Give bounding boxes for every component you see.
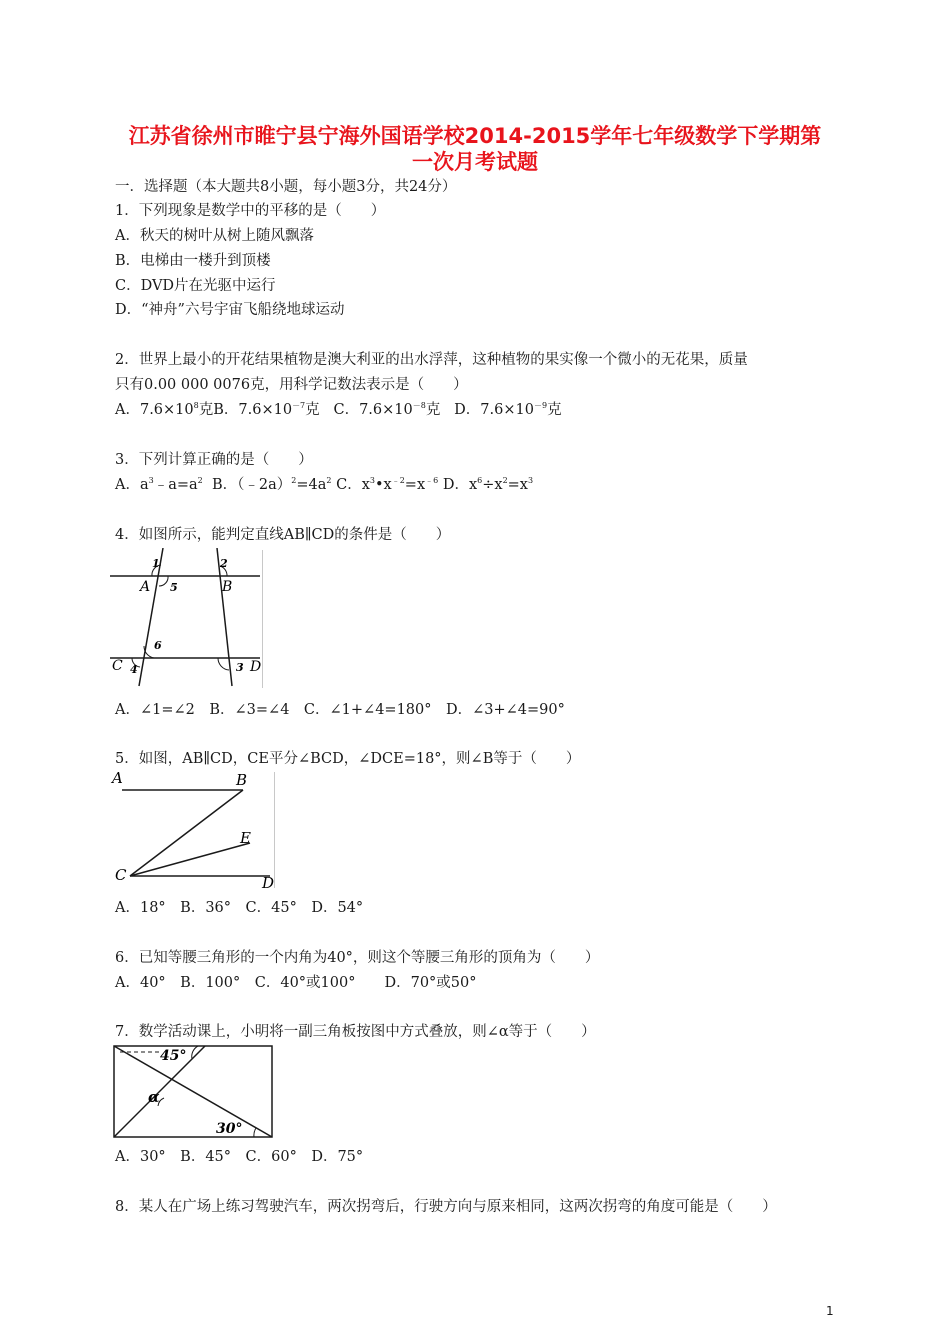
section-heading: 一．选择题（本大题共8小题，每小题3分，共24分） [115, 179, 457, 195]
q2-option-a: A．7.6×10 [115, 402, 194, 418]
q1-option-b: B．电梯由一楼升到顶楼 [115, 253, 271, 269]
q3-option-c-exp3: ﹣6 [425, 476, 439, 485]
label-point-a: A [140, 579, 151, 595]
q3-option-d-part2: ÷x [482, 477, 503, 493]
q2-option-d: D．7.6×10 [454, 402, 534, 418]
q1-stem: 1．下列现象是数学中的平移的是（ ） [115, 203, 386, 219]
q5-options: A．18° B．36° C．45° D．54° [115, 900, 364, 916]
label-point-b: B [222, 579, 233, 595]
q2-option-b: B．7.6×10 [213, 402, 293, 418]
label-angle-2: 2 [220, 557, 228, 570]
q3-option-d-exp1: 6 [477, 476, 483, 485]
page-number: 1 [826, 1304, 834, 1318]
q3-options [115, 475, 533, 495]
q3-option-d-part1: D．x [442, 477, 478, 493]
q2-option-a-exponent: 8 [193, 401, 199, 410]
q2-option-a-unit: 克 [198, 402, 214, 418]
q3-option-c-part3: =x [404, 477, 426, 493]
q3-option-b-exp1: 2 [291, 476, 297, 485]
q6-stem: 6．已知等腰三角形的一个内角为40°，则这个等腰三角形的顶角为（ ） [115, 950, 600, 966]
q5-figure-border [274, 772, 275, 888]
q2-stem-line1: 2．世界上最小的开花结果植物是澳大利亚的出水浮萍，这种植物的果实像一个微小的无花果，质量 [115, 352, 748, 368]
q3-option-c-exp2: ﹣2 [391, 476, 405, 485]
label-point-d: D [262, 874, 275, 890]
q4-figure [110, 548, 270, 690]
doc-title-line2: 一次月考试题 [412, 150, 538, 174]
q3-option-d-part3: =x [507, 477, 528, 493]
q7-figure [110, 1044, 276, 1140]
q5-figure [110, 768, 280, 890]
label-point-e: E [240, 829, 251, 847]
angle-3-arc [218, 658, 229, 670]
q2-option-c-exponent: －8 [412, 401, 426, 410]
q8-stem: 8．某人在广场上练习驾驶汽车，两次拐弯后，行驶方向与原来相同，这两次拐弯的角度可能是（ ） [115, 1199, 777, 1215]
q7-label-45: 45° [160, 1048, 187, 1064]
q3-option-a-exp1: 3 [148, 476, 154, 485]
q4-figure-border [262, 550, 263, 688]
label-point-b: B [236, 771, 248, 789]
q5-stem: 5．如图，AB∥CD，CE平分∠BCD，∠DCE=18°，则∠B等于（ ） [115, 751, 581, 767]
q7-label-30: 30° [216, 1121, 243, 1137]
q3-option-c-part1: C．x [336, 477, 370, 493]
q3-option-c-part2: •x [374, 477, 392, 493]
label-angle-5: 5 [170, 581, 178, 594]
label-angle-4: 4 [130, 663, 138, 676]
q6-options: A．40° B．100° C．40°或100° D．70°或50° [115, 975, 477, 991]
q2-option-c-unit: 克 [425, 402, 441, 418]
q1-option-c: C．DVD片在光驱中运行 [115, 278, 276, 294]
q7-angle-30-arc [254, 1128, 256, 1137]
q3-stem: 3．下列计算正确的是（ ） [115, 452, 313, 468]
q2-option-b-exponent: －7 [292, 401, 306, 410]
q4-stem: 4．如图所示，能判定直线AB∥CD的条件是（ ） [115, 527, 451, 543]
label-point-c: C [115, 866, 127, 884]
q4-options: A．∠1=∠2 B．∠3=∠4 C．∠1+∠4=180° D．∠3+∠4=90° [115, 702, 565, 718]
q7-diagonal-30 [114, 1046, 272, 1137]
line-ce [130, 843, 250, 876]
q3-option-c-exp1: 3 [369, 476, 375, 485]
label-point-c: C [112, 658, 123, 674]
q3-option-d-exp3: 3 [527, 476, 534, 485]
q2-options [115, 400, 562, 420]
q7-stem: 7．数学活动课上，小明将一副三角板按图中方式叠放，则∠α等于（ ） [115, 1024, 596, 1040]
angle-5-arc [159, 576, 168, 586]
q2-option-b-unit: 克 [305, 402, 320, 418]
doc-title-line1: 江苏省徐州市睢宁县宁海外国语学校2014-2015学年七年级数学下学期第 [128, 124, 822, 148]
q2-option-d-unit: 克 [547, 402, 562, 418]
q3-option-a-part1: A．a [115, 477, 149, 493]
q1-option-a: A．秋天的树叶从树上随风飘落 [115, 228, 314, 244]
line-cb [130, 790, 243, 876]
label-point-d: D [250, 659, 262, 675]
q3-option-a-part2: ﹣a=a [153, 477, 198, 493]
q3-option-d-exp2: 2 [502, 476, 508, 485]
q3-option-b-part2: =4a [296, 477, 327, 493]
label-angle-6: 6 [154, 639, 162, 652]
q2-option-d-exponent: －9 [533, 401, 548, 410]
q3-option-b-part1: B．（﹣2a） [211, 477, 292, 493]
q7-options: A．30° B．45° C．60° D．75° [115, 1149, 364, 1165]
q2-option-c: C．7.6×10 [333, 402, 413, 418]
label-angle-3: 3 [236, 661, 244, 674]
q3-option-b-exp2: 2 [326, 476, 332, 485]
q1-option-d: D．“神舟”六号宇宙飞船绕地球运动 [115, 302, 345, 318]
q3-option-a-exp2: 2 [197, 476, 203, 485]
q7-label-alpha: α [148, 1088, 160, 1106]
q2-stem-line2: 只有0.00 000 0076克，用科学记数法表示是（ ） [115, 377, 468, 393]
label-angle-1: 1 [152, 557, 160, 570]
label-point-a: A [112, 769, 123, 787]
